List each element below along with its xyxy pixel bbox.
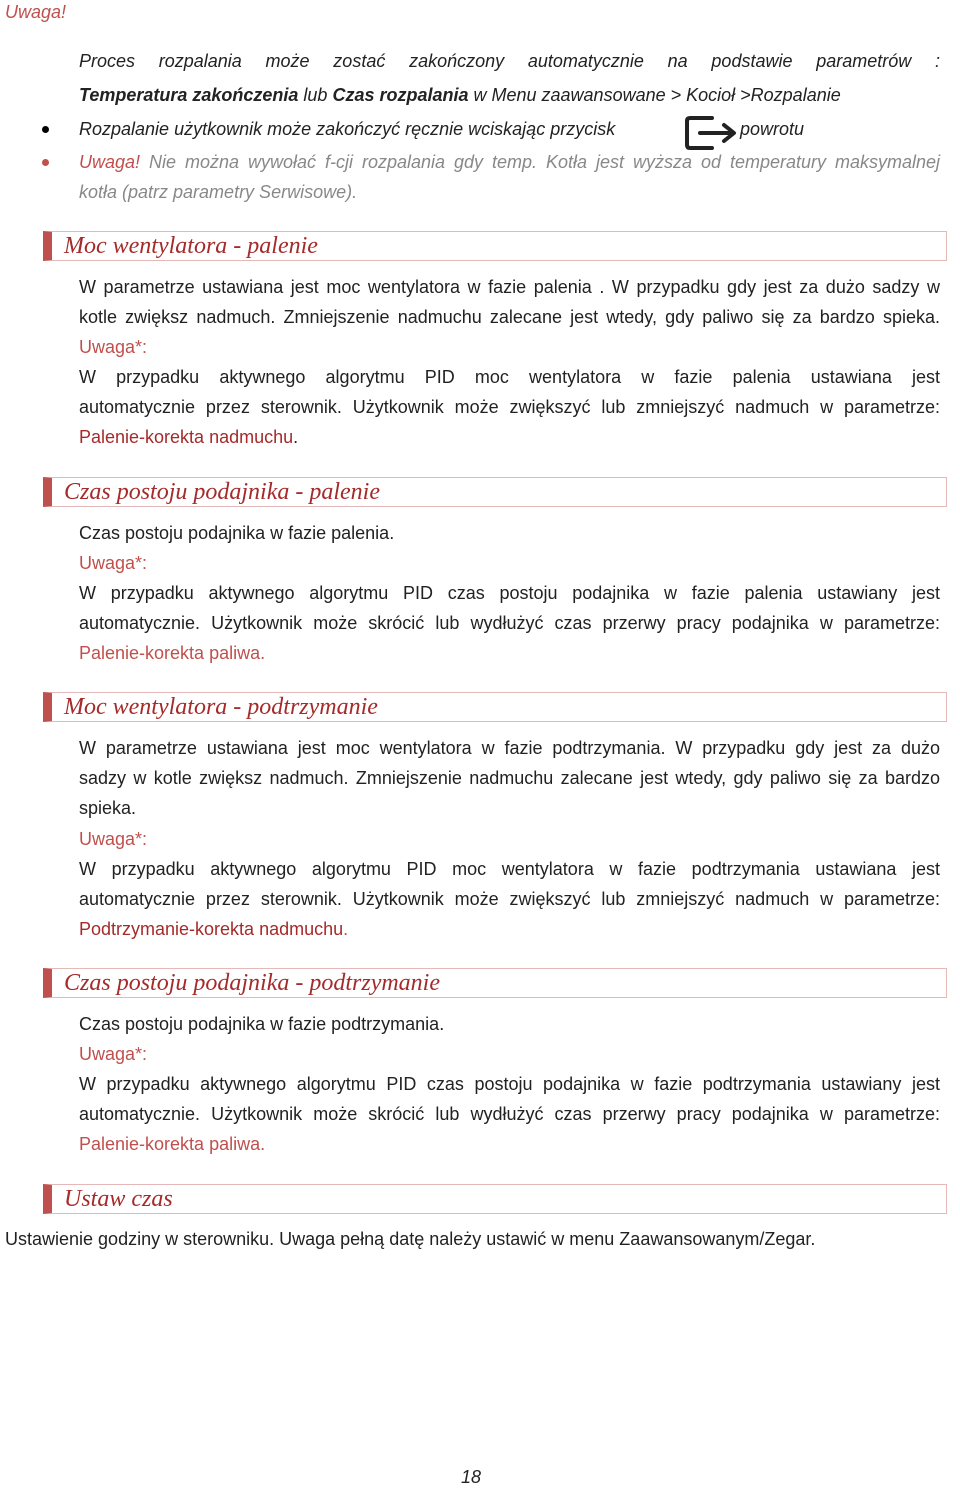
section-heading (43, 231, 947, 261)
header-warning: Uwaga! (5, 2, 67, 22)
s2-line-3: automatycznie. Użytkownik może skrócić lub wydłużyć czas przerwy pracy podajnika w parametrze: (79, 613, 940, 633)
section-title: Czas postoju podajnika - podtrzymanie (64, 970, 440, 996)
s3-note: Uwaga*: (79, 829, 148, 849)
s4-param: Palenie-korekta paliwa. (79, 1134, 266, 1154)
s3-param: Podtrzymanie-korekta nadmuchu. (79, 919, 349, 939)
intro-line-1: Proces rozpalania może zostać zakończony automatycznie na podstawie parametrów : (79, 51, 940, 71)
s2-line-2: W przypadku aktywnego algorytmu PID czas postoju podajnika w fazie palenia ustawiany jest (79, 583, 940, 603)
s2-line-1: Czas postoju podajnika w fazie palenia. (79, 523, 395, 543)
s4-line-1: Czas postoju podajnika w fazie podtrzymania. (79, 1014, 445, 1034)
s1-line-4: automatycznie przez sterownik. Użytkownik może zwiększyć lub zmniejszyć nadmuch w parametrze: (79, 397, 940, 417)
s3-line-2: sadzy w kotle zwiększ nadmuch. Zmniejszenie nadmuchu zalecane jest wtedy, gdy paliwo się za bardzo (79, 768, 940, 788)
intro-bullet-1-end: powrotu (740, 119, 805, 139)
intro-bullet-2-cont: kotła (patrz parametry Serwisowe). (79, 182, 358, 202)
s1-line-2: kotle zwiększ nadmuch. Zmniejszenie nadmuchu zalecane jest wtedy, gdy paliwo się za bardzo spieka. (79, 307, 940, 327)
section-title: Moc wentylatora - podtrzymanie (64, 694, 378, 720)
section-heading (43, 1184, 947, 1214)
section-title: Moc wentylatora - palenie (64, 233, 318, 259)
s1-line-3: W przypadku aktywnego algorytmu PID moc wentylatora w fazie palenia ustawiana jest (79, 367, 940, 387)
section-title: Ustaw czas (64, 1186, 173, 1212)
bullet-icon (42, 126, 49, 133)
intro-bullet-1: Rozpalanie użytkownik może zakończyć ręcznie wciskając przycisk (79, 119, 616, 139)
bullet-icon (42, 159, 49, 166)
s1-line-1: W parametrze ustawiana jest moc wentylatora w fazie palenia . W przypadku gdy jest za dużo sadzy w (79, 277, 940, 297)
s1-note: Uwaga*: (79, 337, 148, 357)
s4-line-2: W przypadku aktywnego algorytmu PID czas postoju podajnika w fazie podtrzymania ustawiany jest (79, 1074, 940, 1094)
intro-line-2: Temperatura zakończenia lub Czas rozpalania w Menu zaawansowane > Kocioł >Rozpalanie (79, 85, 841, 105)
s2-note: Uwaga*: (79, 553, 148, 573)
intro-bullet-2: Uwaga! Nie można wywołać f-cji rozpalania gdy temp. Kotła jest wyższa od temperatury maksymalnej (79, 152, 940, 172)
s3-line-3: spieka. (79, 798, 137, 818)
s1-param: Palenie-korekta nadmuchu. (79, 427, 299, 447)
s3-line-4: W przypadku aktywnego algorytmu PID moc wentylatora w fazie podtrzymania ustawiana jest (79, 859, 940, 879)
page-number: 18 (461, 1467, 482, 1487)
s5-line-1: Ustawienie godziny w sterowniku. Uwaga pełną datę należy ustawić w menu Zaawansowanym/Zegar. (5, 1229, 816, 1249)
s4-line-3: automatycznie. Użytkownik może skrócić lub wydłużyć czas przerwy pracy podajnika w parametrze: (79, 1104, 940, 1124)
s2-param: Palenie-korekta paliwa. (79, 643, 266, 663)
section-title: Czas postoju podajnika - palenie (64, 479, 380, 505)
s4-note: Uwaga*: (79, 1044, 148, 1064)
s3-line-5: automatycznie przez sterownik. Użytkownik może zwiększyć lub zmniejszyć nadmuch w parametrze: (79, 889, 940, 909)
s3-line-1: W parametrze ustawiana jest moc wentylatora w fazie podtrzymania. W przypadku gdy jest za dużo (79, 738, 940, 758)
section-heading (43, 477, 947, 507)
section-heading (43, 692, 947, 722)
section-heading (43, 968, 947, 998)
